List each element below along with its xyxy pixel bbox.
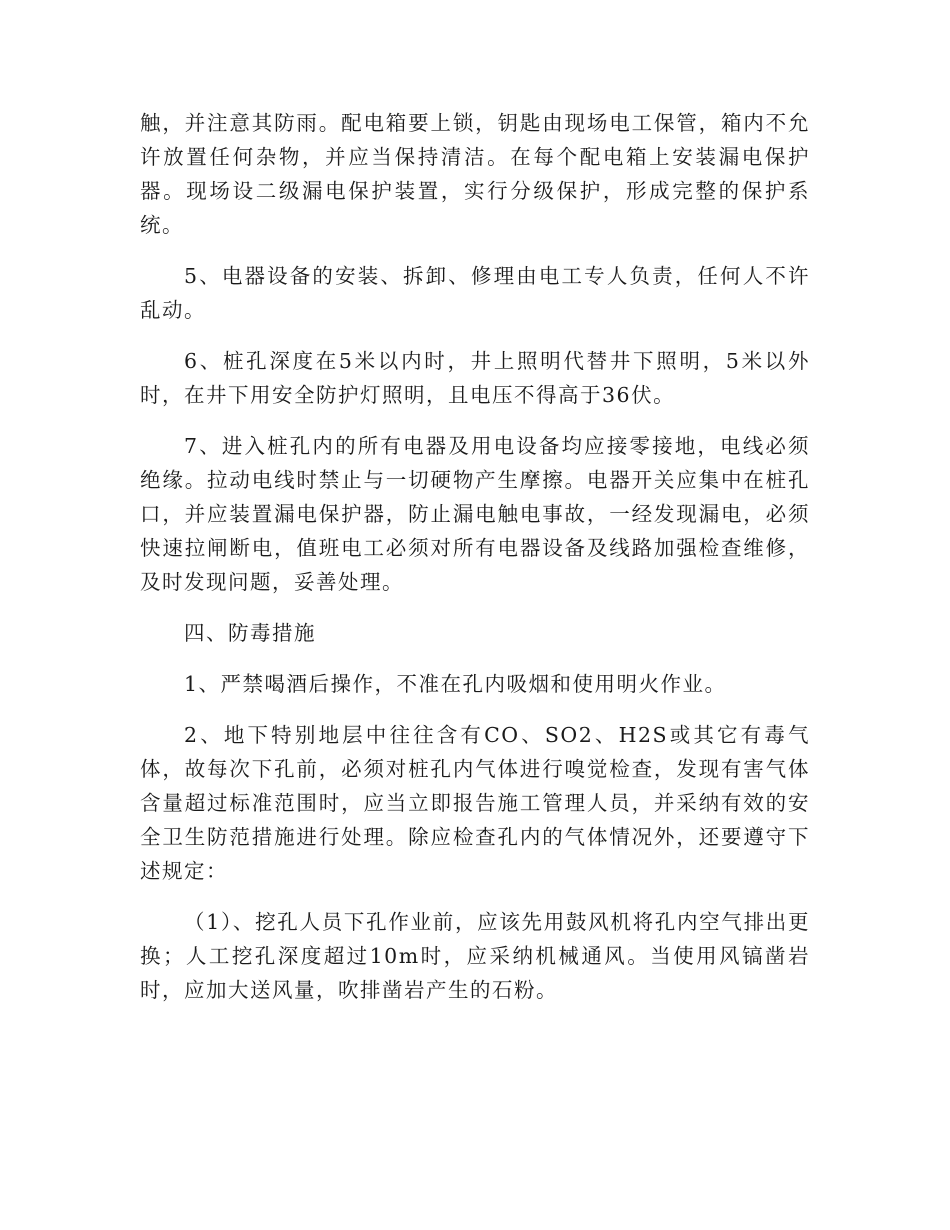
paragraph-continuation: 触，并注意其防雨。配电箱要上锁，钥匙由现场电工保管，箱内不允许放置任何杂物，并应当保持清洁。在每个配电箱上安装漏电保护器。现场设二级漏电保护装置，实行分级保护，形成完整的保护系统。 bbox=[140, 111, 810, 237]
paragraph-poison-2-sub-1: （1）、挖孔人员下孔作业前，应该先用鼓风机将孔内空气排出更换；人工挖孔深度超过10m时，应采纳机械通风。当使用风镐凿岩时，应加大送风量，吹排凿岩产生的石粉。 bbox=[140, 910, 810, 1002]
paragraph-item-6: 6、桩孔深度在5米以内时，井上照明代替井下照明，5米以外时，在井下用安全防护灯照明，且电压不得高于36伏。 bbox=[140, 349, 810, 407]
section-heading-anti-poison: 四、防毒措施 bbox=[184, 621, 316, 645]
document-body bbox=[140, 106, 810, 1024]
paragraph-item-7: 7、进入桩孔内的所有电器及用电设备均应接零接地，电线必须绝缘。拉动电线时禁止与一切硬物产生摩擦。电器开关应集中在桩孔口，并应装置漏电保护器，防止漏电触电事故，一经发现漏电，必须快速拉闸断电，值班电工必须对所有电器设备及线路加强检查维修，及时发现问题，妥善处理。 bbox=[140, 434, 810, 594]
paragraph-poison-1: 1、严禁喝酒后操作，不准在孔内吸烟和使用明火作业。 bbox=[184, 672, 727, 696]
paragraph-item-5: 5、电器设备的安装、拆卸、修理由电工专人负责，任何人不许乱动。 bbox=[140, 264, 810, 322]
paragraph-poison-2: 2、地下特别地层中往往含有CO、SO2、H2S或其它有毒气体，故每次下孔前，必须对桩孔内气体进行嗅觉检查，发现有害气体含量超过标准范围时，应当立即报告施工管理人员，并采纳有效的安全卫生防范措施进行处理。除应检查孔内的气体情况外，还要遵守下述规定： bbox=[140, 723, 810, 883]
